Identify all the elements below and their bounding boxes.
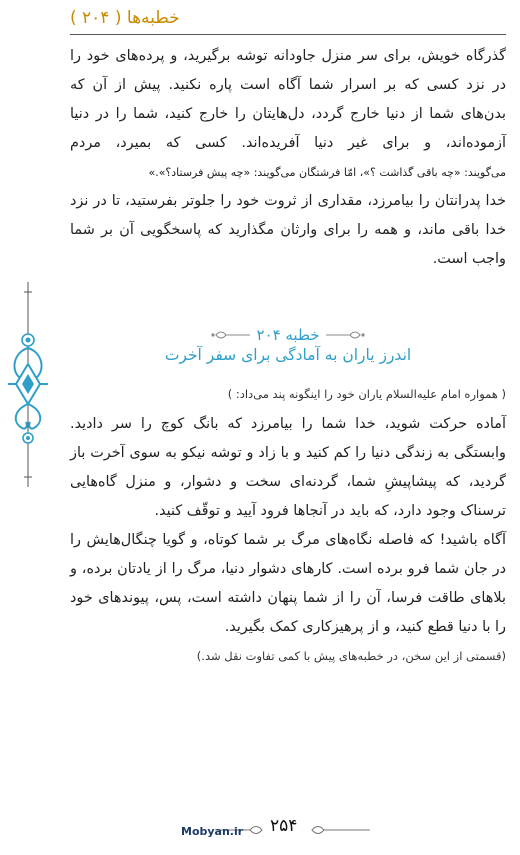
sermon-heading (70, 326, 506, 364)
sermon-subtitle-wrap (70, 384, 506, 404)
sermon-paragraph-1: آماده حرکت شوید، خدا شما را بیامرزد که بانگ کوچ را سر دادید. وابستگی به زندگی دنیا را کم کنید و با زاد و توشه نیکو به سوی آخرت باز گردید، که پیشاپیشِ شما، گردنه‌ای سخت و دشوار، و منزل گاه‌هایی ترسناک وجود دارد، که باید در آنجاها فرود آیید و توقّف کنید. (70, 416, 506, 519)
ornament-right-icon (326, 328, 366, 342)
intro-paragraph-2: خدا پدرانتان را بیامرزد، مقداری از ثروت خود را جلوتر بفرستید، تا در نزد خدا باقی ماند، و همه را برای وارثان مگذارید که پاسخگویی آن بر شما واجب است. (70, 193, 506, 267)
page-header-title: خطبه‌ها ( ۲۰۴ ) (70, 8, 180, 28)
sermon-number: خطبه ۲۰۴ (256, 326, 320, 344)
sermon-subtitle: ( همواره امام علیه‌السلام یاران خود را اینگونه پند می‌داد: ) (227, 387, 506, 401)
site-watermark[interactable]: Mobyan.ir (181, 825, 244, 838)
header-rule (70, 34, 506, 35)
intro-quote-line: می‌گویند: «چه باقی گذاشت ؟»، امّا فرشتگان می‌گویند: «چه پیش فرستاد؟».» (148, 166, 506, 179)
footer (0, 816, 520, 846)
sermon-note: (قسمتی از این سخن، در خطبه‌های پیش با کمی تفاوت نقل شد.) (196, 649, 506, 663)
intro-paragraph: گذرگاه خویش، برای سر منزل جاودانه توشه برگیرید، و پرده‌های خود را در نزد کسی که بر اسرار شما آگاه است پاره نکنید. پیش از آن که بدن‌های شما از دنیا خارج گردد، دل‌هایتان را خارج کنید، شما را در دنیا آزموده‌اند، و برای غیر دنیا آفریده‌اند. کسی که بمیرد، مردم (70, 48, 506, 151)
ornament-left-icon (210, 328, 250, 342)
sermon-body (70, 410, 506, 666)
sermon-paragraph-2: آگاه باشید! که فاصله نگاه‌های مرگ بر شما کوتاه، و گویا چنگال‌هایش را در جان شما فرو برده است. کارهای دشوار دنیا، مرگ را از یادتان برده، و بلاهای طاقت فرسا، آن را از شما پنهان داشته است، پس، پیوندهای خود را با دنیا قطع کنید، و از پرهیزکاری کمک بگیرید. (70, 532, 506, 635)
footer-ornament-right-icon (310, 822, 370, 838)
intro-text (70, 42, 506, 274)
page-number: ۲۵۴ (270, 816, 298, 836)
side-ornament-icon (6, 282, 50, 487)
sermon-title: اندرز یاران به آمادگی برای سفر آخرت (164, 346, 412, 364)
